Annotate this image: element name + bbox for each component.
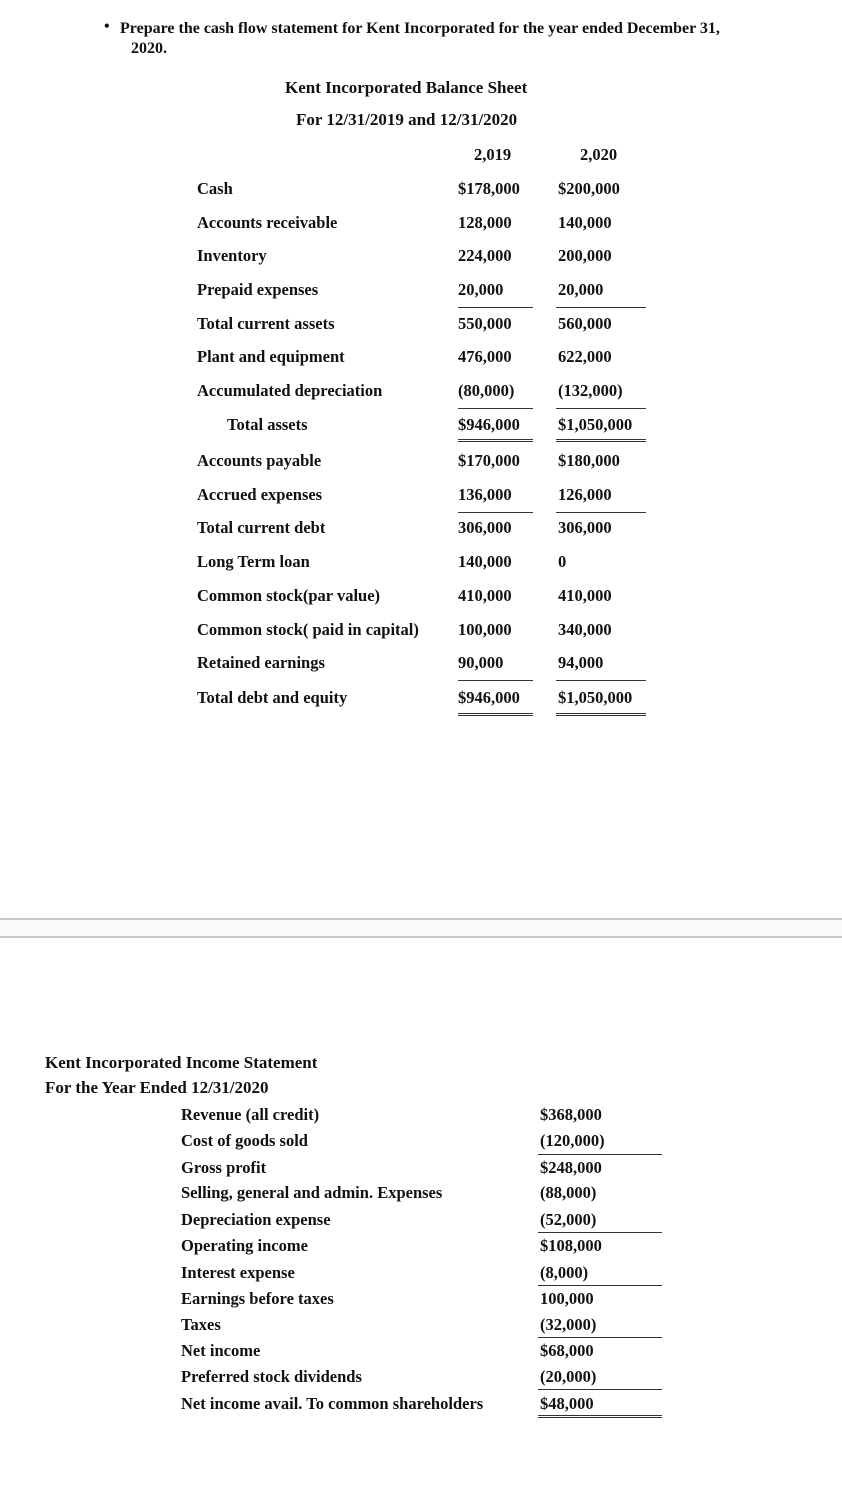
bullet-marker: •	[104, 18, 110, 35]
bs-value-2020: $180,000	[558, 451, 620, 470]
bs-value-2019: 224,000	[458, 246, 512, 265]
bs-value-2020: 560,000	[558, 314, 612, 333]
is-row-value: (8,000)	[540, 1263, 589, 1282]
is-row-label: Gross profit	[181, 1158, 267, 1177]
bs-value-2019: 140,000	[458, 552, 512, 571]
column-header-2020: 2,020	[580, 145, 618, 164]
bs-value-2020: 20,000	[558, 280, 604, 299]
is-row-label: Selling, general and admin. Expenses	[181, 1183, 443, 1202]
bs-row-label: Prepaid expenses	[197, 280, 319, 299]
is-row-label: Earnings before taxes	[181, 1289, 334, 1308]
is-rule	[538, 1232, 662, 1233]
is-rule	[538, 1154, 662, 1155]
is-row-label: Operating income	[181, 1236, 308, 1255]
is-row-value: $48,000	[540, 1394, 594, 1413]
bs-value-2020: $1,050,000	[558, 688, 633, 707]
bs-value-2019: 550,000	[458, 314, 512, 333]
bs-value-2019: 410,000	[458, 586, 512, 605]
bs-double-rule-2019	[458, 713, 533, 716]
bs-row-label: Cash	[197, 179, 233, 198]
bs-value-2020: 0	[558, 552, 567, 571]
bs-value-2019: 128,000	[458, 213, 512, 232]
is-double-rule	[538, 1415, 662, 1418]
bs-row-label: Total current assets	[197, 314, 335, 333]
bs-row-label: Long Term loan	[197, 552, 310, 571]
is-row-label: Net income	[181, 1341, 261, 1360]
bs-value-2019: 20,000	[458, 280, 504, 299]
bs-value-2020: 340,000	[558, 620, 612, 639]
bs-value-2019: (80,000)	[458, 381, 515, 400]
bs-value-2019: 476,000	[458, 347, 512, 366]
is-row-label: Interest expense	[181, 1263, 295, 1282]
section-divider	[0, 918, 842, 938]
bs-row-label: Retained earnings	[197, 653, 325, 672]
balance-sheet-title: Kent Incorporated Balance Sheet	[285, 78, 528, 97]
bs-value-2020: 622,000	[558, 347, 612, 366]
is-rule	[538, 1285, 662, 1286]
is-row-value: $368,000	[540, 1105, 602, 1124]
question-line-1: Prepare the cash flow statement for Kent Incorporated for the year ended December 31,	[120, 20, 720, 37]
balance-sheet-subtitle: For 12/31/2019 and 12/31/2020	[296, 110, 518, 129]
bs-double-rule-2020	[556, 439, 646, 442]
bs-value-2019: $946,000	[458, 688, 520, 707]
bs-row-label: Accrued expenses	[197, 485, 323, 504]
bs-rule-2019	[458, 307, 533, 308]
bs-value-2020: $1,050,000	[558, 415, 633, 434]
bs-value-2020: $200,000	[558, 179, 620, 198]
bs-value-2019: 306,000	[458, 518, 512, 537]
is-row-value: (120,000)	[540, 1131, 605, 1150]
bs-rule-2020	[556, 408, 646, 409]
bs-value-2019: 100,000	[458, 620, 512, 639]
bs-row-label: Inventory	[197, 246, 267, 265]
bs-row-label: Common stock( paid in capital)	[197, 620, 419, 639]
is-row-label: Net income avail. To common shareholders	[181, 1394, 484, 1413]
bs-rule-2020	[556, 680, 646, 681]
column-header-2019: 2,019	[474, 145, 512, 164]
bs-value-2020: 140,000	[558, 213, 612, 232]
bs-value-2020: 200,000	[558, 246, 612, 265]
is-row-value: (20,000)	[540, 1367, 597, 1386]
is-rule	[538, 1389, 662, 1390]
bs-row-label: Accounts receivable	[197, 213, 338, 232]
bs-rule-2019	[458, 512, 533, 513]
is-row-label: Cost of goods sold	[181, 1131, 308, 1150]
bs-rule-2020	[556, 307, 646, 308]
bs-row-label: Total assets	[227, 415, 308, 434]
bs-row-label: Accounts payable	[197, 451, 322, 470]
bs-rule-2019	[458, 680, 533, 681]
bs-value-2020: 126,000	[558, 485, 612, 504]
bs-row-label: Total debt and equity	[197, 688, 348, 707]
is-row-label: Taxes	[181, 1315, 221, 1334]
is-row-value: 100,000	[540, 1289, 594, 1308]
is-row-label: Preferred stock dividends	[181, 1367, 362, 1386]
bs-value-2020: 94,000	[558, 653, 604, 672]
bs-rule-2020	[556, 512, 646, 513]
is-rule	[538, 1337, 662, 1338]
is-row-label: Depreciation expense	[181, 1210, 331, 1229]
bs-value-2019: $170,000	[458, 451, 520, 470]
bs-row-label: Total current debt	[197, 518, 326, 537]
income-statement-subtitle: For the Year Ended 12/31/2020	[45, 1078, 269, 1097]
is-row-value: $68,000	[540, 1341, 594, 1360]
bs-row-label: Accumulated depreciation	[197, 381, 383, 400]
question-prompt	[120, 19, 720, 59]
is-row-value: (52,000)	[540, 1210, 597, 1229]
bs-value-2020: 410,000	[558, 586, 612, 605]
bs-row-label: Plant and equipment	[197, 347, 345, 366]
question-line-2: 2020.	[131, 40, 167, 57]
is-row-label: Revenue (all credit)	[181, 1105, 320, 1124]
bs-double-rule-2020	[556, 713, 646, 716]
bs-value-2020: (132,000)	[558, 381, 623, 400]
bs-value-2020: 306,000	[558, 518, 612, 537]
bs-value-2019: $178,000	[458, 179, 520, 198]
bs-rule-2019	[458, 408, 533, 409]
is-row-value: (88,000)	[540, 1183, 597, 1202]
bs-value-2019: 136,000	[458, 485, 512, 504]
is-row-value: $248,000	[540, 1158, 602, 1177]
bs-value-2019: $946,000	[458, 415, 520, 434]
is-row-value: (32,000)	[540, 1315, 597, 1334]
income-statement-title: Kent Incorporated Income Statement	[45, 1053, 318, 1072]
bs-value-2019: 90,000	[458, 653, 504, 672]
bs-double-rule-2019	[458, 439, 533, 442]
bs-row-label: Common stock(par value)	[197, 586, 381, 605]
is-row-value: $108,000	[540, 1236, 602, 1255]
